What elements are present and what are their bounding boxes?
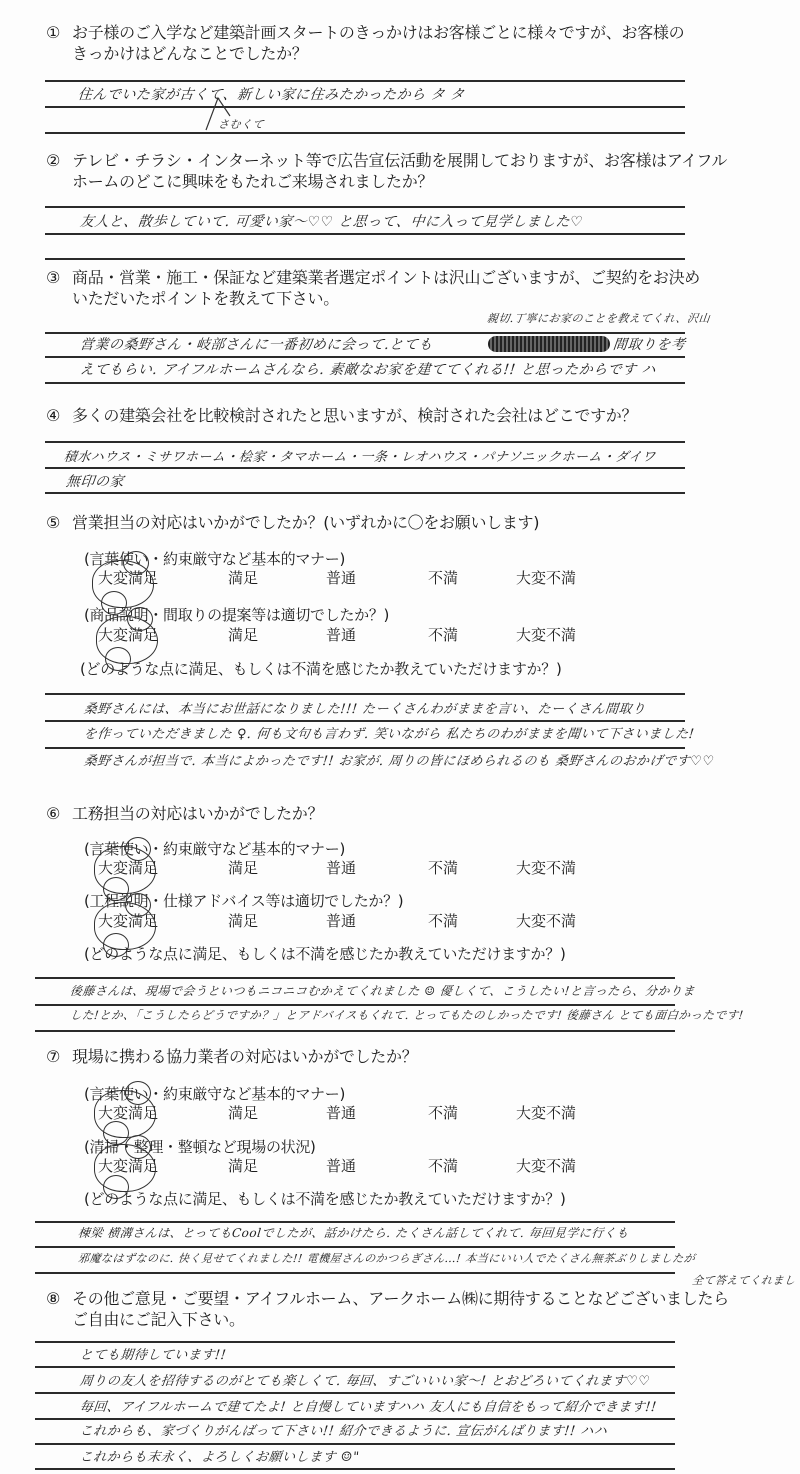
answer-rule — [45, 382, 685, 384]
rating-option[interactable]: 不満 — [428, 912, 459, 930]
question-2: ② テレビ・チラシ・インターネット等で広告宣伝活動を展開しておりますが、お客様はアイフル ホームのどこに興味をもたれご来場されましたか？ — [46, 151, 728, 191]
answer-rule — [35, 1392, 675, 1394]
answer-5-line-2: を作っていただきました ♀. 何も文句も言わず. 笑いながら 私たちのわがままを聞いて下さいました! — [83, 727, 696, 742]
question-7-sub-1: (言葉使い・約束厳守など基本的マナー) — [84, 1085, 346, 1103]
answer-5-line-3: 桑野さんが担当で. 本当によかったです!! お家が. 周りの皆にほめられるのも 桑野さんのおかげです♡♡ — [83, 754, 716, 769]
question-6-sub-3: (どのような点に満足、もしくは不満を感じたか教えていただけますか？) — [84, 945, 566, 963]
answer-rule — [35, 1366, 675, 1368]
answer-5-line-1: 桑野さんには、本当にお世話になりました!!! たーくさんわがままを言い、たーくさん間取り — [83, 702, 647, 717]
rating-option[interactable]: 満足 — [228, 859, 259, 877]
rating-option[interactable]: 満足 — [228, 1157, 259, 1175]
answer-rule — [35, 1221, 675, 1223]
answer-rule — [45, 720, 685, 722]
answer-rule — [35, 1246, 675, 1248]
answer-6-line-2: した!とか、「こうしたらどうですか？」とアドバイスもくれて. とってもたのしかったです! 後藤さん とても面白かったです! — [69, 1008, 745, 1022]
answer-3-line-1b: 間取りを考 — [612, 337, 687, 353]
answer-rule — [45, 356, 685, 358]
rating-option[interactable]: 大変不満 — [516, 626, 577, 644]
question-6-sub-1: (言葉使い・約束厳守など基本的マナー) — [84, 840, 346, 858]
question-1-text: お子様のご入学など建築計画スタートのきっかけはお客様ごとに様々ですが、お客様の — [72, 23, 685, 42]
rating-option[interactable]: 満足 — [228, 1104, 259, 1122]
rating-option[interactable]: 大変不満 — [516, 1157, 577, 1175]
answer-rule — [35, 1443, 675, 1445]
answer-2-line-1: 友人と、散歩していて. 可愛い家～♡♡ と思って、中に入って見学しました♡ — [79, 214, 584, 230]
answer-rule — [35, 1030, 675, 1032]
answer-4-line-1: 積水ハウス・ミサワホーム・桧家・タマホーム・一条・レオハウス・パナソニックホーム・ダイワ — [63, 450, 657, 465]
selected-circle-mark-icon — [94, 1144, 159, 1192]
answer-rule — [45, 233, 685, 235]
answer-1-insert-note: さむくて — [217, 118, 265, 131]
question-4: ④ 多くの建築会社を比較検討されたと思いますが、検討された会社はどこですか？ — [46, 406, 638, 425]
rating-option[interactable]: 不満 — [428, 1157, 459, 1175]
rating-option[interactable]: 普通 — [326, 626, 357, 644]
answer-6-line-1: 後藤さんは、現場で会うといつもニコニコむかえてくれました ☺ 優しくて、こうしたい!と言ったら、分かりま — [69, 984, 696, 998]
answer-8-line-2: 周りの友人を招待するのがとても楽しくて. 毎回、すごいいい家～! とおどろいてくれます♡♡ — [79, 1374, 652, 1389]
question-1-text-line2: きっかけはどんなことでしたか？ — [72, 44, 308, 63]
answer-rule — [45, 258, 685, 260]
crossed-out-scribble — [488, 336, 610, 352]
answer-rule — [45, 747, 685, 749]
rating-option[interactable]: 大変不満 — [516, 1104, 577, 1122]
rating-option[interactable]: 満足 — [228, 626, 259, 644]
rating-option-selected[interactable]: 大変満足 — [98, 912, 159, 930]
rating-option[interactable]: 満足 — [228, 569, 259, 587]
rating-option[interactable]: 普通 — [326, 912, 357, 930]
rating-option[interactable]: 普通 — [326, 859, 357, 877]
answer-7-line-1: 棟梁 横溝さんは、とってもCoolでしたが、話かけたら. たくさん話してくれて. 毎回見学に行くも — [77, 1226, 630, 1240]
question-3: ③ 商品・営業・施工・保証など建築業者選定ポイントは沢山ございますが、ご契約をお決め いただいたポイントを教えて下さい。 — [46, 268, 701, 308]
answer-rule — [45, 80, 685, 82]
answer-3-insert-note: 親切.丁寧にお家のことを教えてくれ、沢山 — [486, 312, 711, 325]
answer-rule — [45, 467, 685, 469]
answer-8-line-4: これからも、家づくりがんばって下さい!! 紹介できるように. 宣伝がんばります!! ハハ — [79, 1424, 609, 1439]
question-6-sub-2: (工程説明・仕様アドバイス等は適切でしたか？) — [84, 892, 404, 910]
answer-8-line-5: これからも末永く、よろしくお願いします ☺" — [79, 1450, 361, 1465]
answer-rule — [45, 206, 685, 208]
question-5-sub-1: (言葉使い・約束厳守など基本的マナー) — [84, 550, 346, 568]
answer-rule — [35, 1272, 675, 1274]
answer-rule — [35, 1004, 675, 1006]
answer-1-line-1: 住んでいた家が古くて、新しい家に住みたかったから タ タ — [77, 87, 466, 103]
answer-4-line-2: 無印の家 — [65, 474, 125, 490]
answer-rule — [35, 977, 675, 979]
rating-option-selected[interactable]: 大変満足 — [98, 1157, 159, 1175]
selected-circle-mark-icon — [92, 560, 154, 608]
rating-option-selected[interactable]: 大変満足 — [98, 1104, 159, 1122]
question-7-sub-3: (どのような点に満足、もしくは不満を感じたか教えていただけますか？) — [84, 1190, 566, 1208]
answer-rule — [45, 492, 685, 494]
rating-option[interactable]: 普通 — [326, 569, 357, 587]
selected-circle-mark-icon — [94, 846, 159, 894]
answer-8-line-1: とても期待しています!! — [79, 1348, 228, 1363]
rating-option[interactable]: 満足 — [228, 912, 259, 930]
rating-option-selected[interactable]: 大変満足 — [98, 626, 159, 644]
question-6: ⑥ 工務担当の対応はいかがでしたか？ — [46, 804, 324, 823]
answer-rule — [45, 441, 685, 443]
selected-circle-mark-icon — [96, 616, 158, 664]
rating-option[interactable]: 普通 — [326, 1157, 357, 1175]
rating-option-selected[interactable]: 大変満足 — [98, 859, 159, 877]
question-1: ① お子様のご入学など建築計画スタートのきっかけはお客様ごとに様々ですが、お客様の きっかけはどんなことでしたか？ — [46, 23, 685, 63]
rating-option[interactable]: 不満 — [428, 859, 459, 877]
question-5-sub-3: (どのような点に満足、もしくは不満を感じたか教えていただけますか？) — [80, 660, 562, 678]
rating-option[interactable]: 不満 — [428, 569, 459, 587]
answer-8-line-3: 毎回、アイフルホームで建てたよ! と自慢していますハハ 友人にも自信をもって紹介できます!! — [79, 1400, 658, 1415]
answer-7-line-3: 全て答えてくれまし — [691, 1274, 797, 1287]
selected-circle-mark-icon — [94, 1090, 159, 1138]
rating-option[interactable]: 普通 — [326, 1104, 357, 1122]
answer-rule — [45, 693, 685, 695]
rating-option[interactable]: 大変不満 — [516, 569, 577, 587]
answer-rule — [45, 132, 685, 134]
question-5: ⑤ 営業担当の対応はいかがでしたか？(いずれかに〇をお願いします) — [46, 513, 540, 532]
question-7: ⑦ 現場に携わる協力業者の対応はいかがでしたか？ — [46, 1047, 418, 1066]
answer-3-line-2: えてもらい. アイフルホームさんなら. 素敵なお家を建ててくれる!! と思ったからです ハ — [79, 362, 657, 378]
answer-rule — [35, 1341, 675, 1343]
rating-option[interactable]: 大変不満 — [516, 859, 577, 877]
answer-rule — [35, 1468, 675, 1470]
rating-option[interactable]: 大変不満 — [516, 912, 577, 930]
question-8: ⑧ その他ご意見・ご要望・アイフルホーム、アークホーム㈱に期待することなどございましたら ご自由にご記入下さい。 — [46, 1289, 729, 1329]
answer-7-line-2: 邪魔なはずなのに. 快く見せてくれました!! 電機屋さんのかつらぎさん…! 本当にいい人でたくさん無茶ぶりしましたが — [77, 1252, 696, 1265]
rating-option[interactable]: 不満 — [428, 626, 459, 644]
answer-3-line-1: 営業の桑野さん・岐部さんに一番初めに会って.とても — [79, 337, 434, 353]
rating-option[interactable]: 不満 — [428, 1104, 459, 1122]
question-7-sub-2: (清掃・整理・整頓など現場の状況) — [84, 1138, 316, 1156]
question-5-sub-2: (商品説明・間取りの提案等は適切でしたか？) — [84, 606, 390, 624]
rating-option-selected[interactable]: 大変満足 — [98, 569, 159, 587]
answer-rule — [45, 106, 685, 108]
